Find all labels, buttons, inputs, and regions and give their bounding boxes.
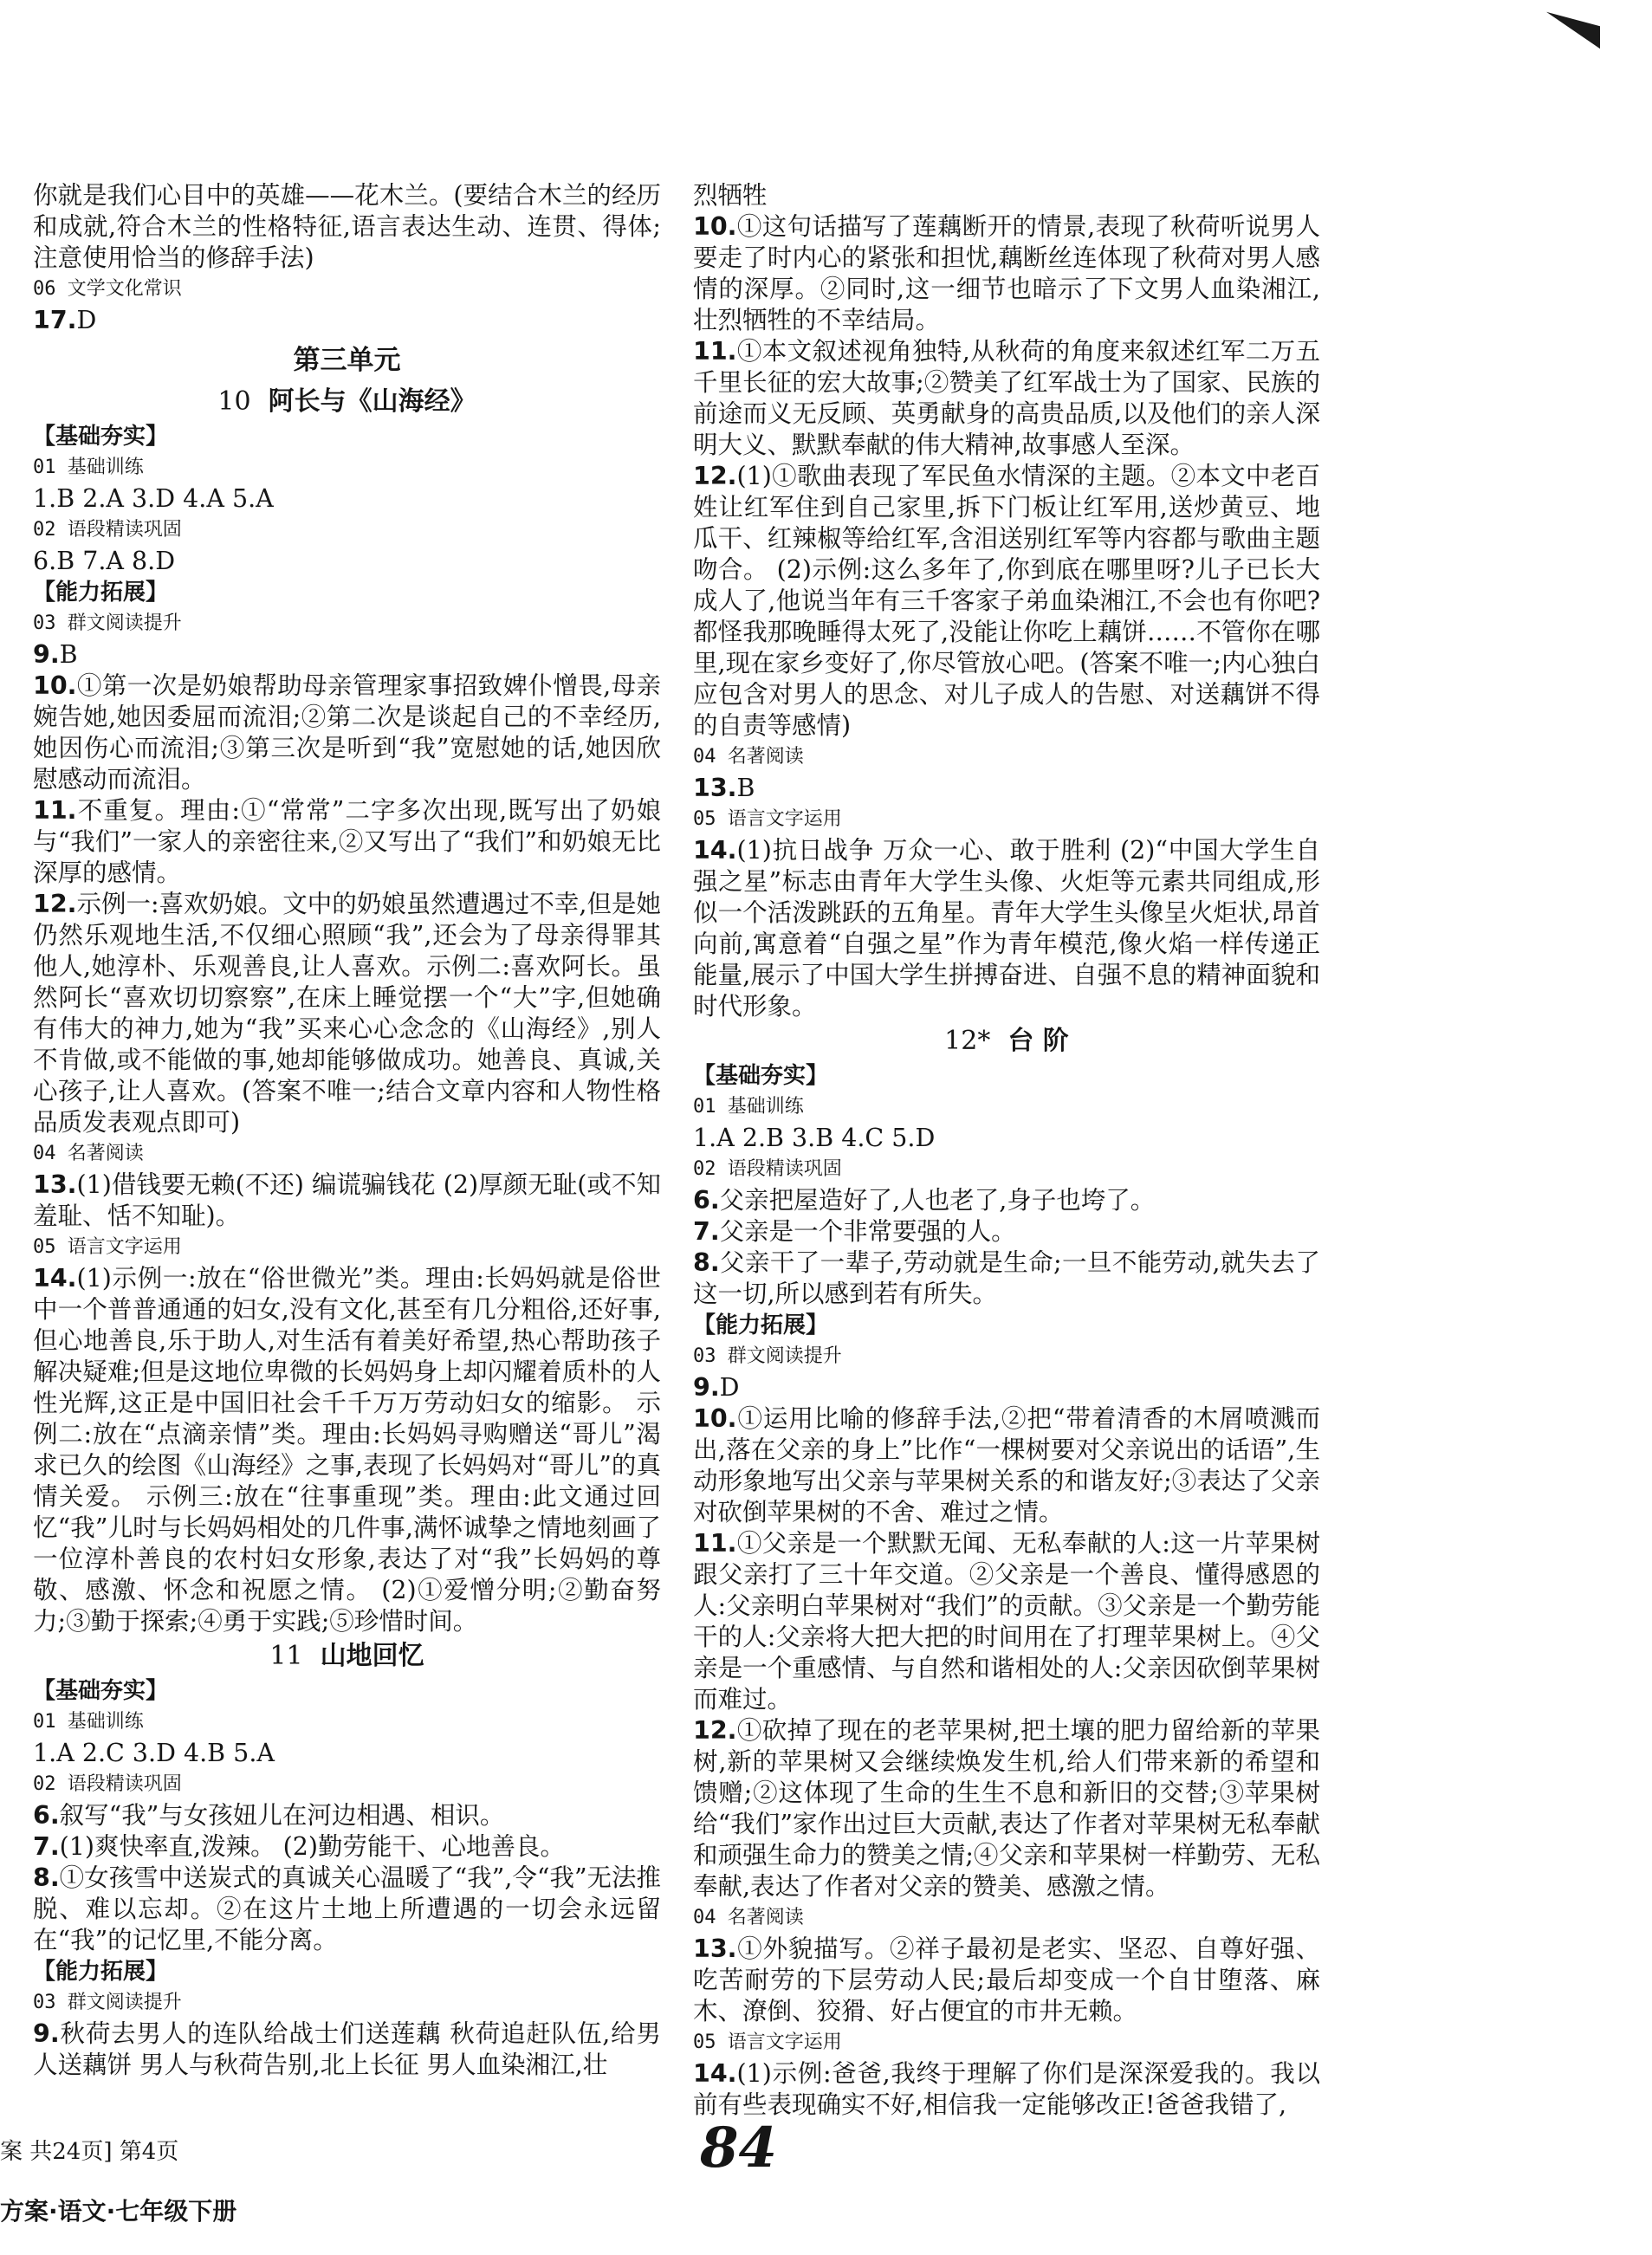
section-tag: 04 名著阅读: [33, 1143, 144, 1164]
answer-text: ①父亲是一个默默无闻、无私奉献的人:这一片苹果树跟父亲打了三十年交道。②父亲是一个善良、懂得感恩的人:父亲明白苹果树对“我们”的贡献。③父亲是一个勤劳能干的人:父亲将大把大把的时间用在了打理苹果树上。④父亲是一个重感情、与自然和谐相处的人:父亲因砍倒苹果树而难过。: [693, 1529, 1320, 1714]
section-tag: 03 群文阅读提升: [33, 1992, 182, 2013]
answer-text: 父亲把屋造好了,人也老了,身子也垮了。: [719, 1186, 1156, 1215]
lesson-title: [33, 1639, 661, 1674]
section-tag: 05 语言文字运用: [693, 808, 842, 830]
answer-paragraph: [33, 1863, 661, 1956]
question-number: 6.: [33, 1801, 60, 1830]
answer-text: 1.A 2.C 3.D 4.B 5.A: [33, 1739, 275, 1767]
answer-text: ①第一次是奶娘帮助母亲管理家事招致婢仆憎畏,母亲婉告她,她因委屈而流泪;②第二次是谈起自己的不幸经历,她因伤心而流泪;③第三次是听到“我”宽慰她的话,她因欣慰感动而流泪。: [33, 671, 661, 794]
question-number: 7.: [693, 1217, 720, 1246]
answer-paragraph: [693, 336, 1320, 461]
answer-paragraph: [693, 1372, 1320, 1403]
question-number: 8.: [693, 1248, 720, 1277]
section-heading: 【能力拓展】: [33, 580, 169, 606]
answer-paragraph: [33, 1800, 661, 1831]
question-number: 11.: [693, 1529, 737, 1558]
answer-paragraph: [33, 546, 661, 577]
answer-paragraph: [693, 211, 1320, 336]
section-heading: 【能力拓展】: [33, 1959, 169, 1985]
answer-text: 1.A 2.B 3.B 4.C 5.D: [693, 1124, 936, 1152]
answer-text: (1)借钱要无赖(不还) 编谎骗钱花 (2)厚颜无耻(或不知羞耻、恬不知耻)。: [33, 1170, 661, 1230]
lesson-number: 12*: [944, 1026, 991, 1056]
question-number: 13.: [693, 1934, 737, 1963]
lesson-title: [33, 385, 661, 419]
answer-text: (1)①歌曲表现了军民鱼水情深的主题。②本文中老百姓让红军住到自己家里,拆下门板让红军用,送炒黄豆、地瓜干、红辣椒等给红军,含泪送别红军等内容都与歌曲主题吻合。 (2)示例:这么多年了,你到底在哪里呀?儿子已长大成人了,他说当年有三千客家子弟血染湘江,不会也有你吧?都怪我那晚睡得太死了,没能让你吃上藕饼……不管你在哪里,现在家乡变好了,你尽管放心吧。(答案不唯一;内心独白应包含对男人的思念、对儿子成人的告慰、对送藕饼不得的自责等感情): [693, 462, 1320, 740]
section-tag: 05 语言文字运用: [33, 1236, 182, 1258]
answer-text: (1)示例:爸爸,我终于理解了你们是深深爱我的。我以前有些表现确实不好,相信我一定能够改正!爸爸我错了,: [693, 2059, 1320, 2119]
answer-text: (1)爽快率直,泼辣。 (2)勤劳能干、心地善良。: [59, 1832, 566, 1861]
question-number: 7.: [33, 1832, 60, 1861]
answer-text: (1)示例一:放在“俗世微光”类。理由:长妈妈就是俗世中一个普普通通的妇女,没有文化,甚至有几分粗俗,还好事,但心地善良,乐于助人,对生活有着美好希望,热心帮助孩子解决疑难;但是这地位卑微的长妈妈身上却闪耀着质朴的人性光辉,这正是中国旧社会千千万万劳动妇女的缩影。 示例二:放在“点滴亲情”类。理由:长妈妈寻购赠送“哥儿”渴求已久的绘图《山海经》之事,表现了长妈妈对“哥儿”的真情关爱。 示例三:放在“往事重现”类。理由:此文通过回忆“我”儿时与长妈妈相处的几件事,满怀诚挚之情地刻画了一位淳朴善良的农村妇女形象,表达了对“我”长妈妈的尊敬、感激、怀念和祝愿之情。 (2)①爱憎分明;②勤奋努力;③勤于探索;④勇于实践;⑤珍惜时间。: [33, 1264, 661, 1636]
answer-paragraph: [33, 889, 661, 1138]
page-number: 84: [700, 2116, 778, 2180]
section-tag: 05 语言文字运用: [693, 2031, 842, 2053]
question-number: 13.: [33, 1170, 77, 1199]
answer-text: 不重复。理由:①“常常”二字多次出现,既写出了奶娘与“我们”一家人的亲密往来,②又写出了“我们”和奶娘无比深厚的感情。: [33, 796, 661, 887]
answer-paragraph: [693, 1216, 1320, 1247]
answer-text: D: [76, 306, 97, 334]
question-number: 12.: [33, 890, 77, 918]
question-number: 10.: [693, 212, 737, 241]
answer-paragraph: [33, 483, 661, 515]
section-tag: 04 名著阅读: [693, 746, 804, 768]
question-number: 14.: [693, 836, 737, 865]
answer-paragraph: [693, 2058, 1320, 2121]
answer-text: ①运用比喻的修辞手法,②把“带着清香的木屑喷溅而出,落在父亲的身上”比作“一棵树要对父亲说出的话语”,生动形象地写出父亲与苹果树关系的和谐友好;③表达了父亲对砍倒苹果树的不舍、难过之情。: [693, 1404, 1320, 1526]
answer-paragraph: [33, 1170, 661, 1232]
question-number: 11.: [693, 337, 737, 366]
section-heading: 【能力拓展】: [693, 1312, 829, 1338]
answer-text: 6.B 7.A 8.D: [33, 547, 176, 575]
question-number: 13.: [693, 774, 737, 802]
section-tag: 01 基础训练: [693, 1096, 804, 1118]
section-heading: 【基础夯实】: [693, 1063, 829, 1089]
question-number: 9.: [33, 2019, 60, 2048]
answer-text: ①砍掉了现在的老苹果树,把土壤的肥力留给新的苹果树,新的苹果树又会继续焕发生机,给人们带来新的希望和馈赠;②这体现了生命的生生不息和新旧的交替;③苹果树给“我们”家作出过巨大贡献,表达了作者对苹果树无私奉献和顽强生命力的赞美之情;④父亲和苹果树一样勤劳、无私奉献,表达了作者对父亲的赞美、感激之情。: [693, 1716, 1320, 1901]
question-number: 10.: [33, 671, 77, 700]
section-heading: 【基础夯实】: [33, 424, 169, 450]
corner-triangle-mark: [1546, 12, 1600, 49]
answer-text: 1.B 2.A 3.D 4.A 5.A: [33, 484, 274, 513]
lesson-title: [693, 1024, 1320, 1059]
answer-text: ①这句话描写了莲藕断开的情景,表现了秋荷听说男人要走了时内心的紧张和担忧,藕断丝连体现了秋荷对男人感情的深厚。②同时,这一细节也暗示了下文男人血染湘江,壮烈牺牲的不幸结局。: [693, 212, 1320, 334]
answer-text: 父亲干了一辈子,劳动就是生命;一旦不能劳动,就失去了这一切,所以感到若有所失。: [693, 1248, 1320, 1308]
section-tag: 02 语段精读巩固: [33, 1773, 182, 1795]
answer-paragraph: [33, 671, 661, 795]
question-number: 12.: [693, 462, 737, 490]
section-tag: 03 群文阅读提升: [693, 1345, 842, 1367]
question-number: 8.: [33, 1863, 60, 1892]
question-number: 10.: [693, 1404, 737, 1433]
footer-book-title: 方案·语文·七年级下册: [0, 2197, 237, 2226]
answer-paragraph: [693, 1185, 1320, 1216]
answer-text: D: [719, 1373, 740, 1402]
lesson-name: 台 阶: [1007, 1026, 1069, 1056]
right-column: [693, 180, 1320, 2121]
question-number: 14.: [33, 1264, 77, 1293]
answer-text: 叙写“我”与女孩妞儿在河边相遇、相识。: [59, 1801, 505, 1830]
answer-paragraph: [33, 2018, 661, 2081]
answer-paragraph: [33, 1738, 661, 1769]
answer-paragraph: [33, 795, 661, 889]
answer-paragraph: [33, 180, 661, 274]
answer-text: 你就是我们心目中的英雄——花木兰。(要结合木兰的经历和成就,符合木兰的性格特征,语言表达生动、连贯、得体;注意使用恰当的修辞手法): [33, 181, 661, 272]
answer-paragraph: [693, 1403, 1320, 1528]
section-tag: 01 基础训练: [33, 457, 144, 478]
answer-text: 父亲是一个非常要强的人。: [719, 1217, 1016, 1246]
answer-text: B: [59, 640, 78, 669]
section-tag: 02 语段精读巩固: [33, 519, 182, 541]
answer-text: ①女孩雪中送炭式的真诚关心温暖了“我”,令“我”无法推脱、难以忘却。②在这片土地上所遭遇的一切会永远留在“我”的记忆里,不能分离。: [33, 1863, 662, 1954]
answer-text: ①外貌描写。②祥子最初是老实、坚忍、自尊好强、吃苦耐劳的下层劳动人民;最后却变成一个自甘堕落、麻木、潦倒、狡猾、好占便宜的市井无赖。: [693, 1934, 1320, 2025]
section-heading: 【基础夯实】: [33, 1678, 169, 1704]
answer-text: 秋荷去男人的连队给战士们送莲藕 秋荷追赶队伍,给男人送藕饼 男人与秋荷告别,北上长征 男人血染湘江,壮: [33, 2019, 661, 2079]
question-number: 9.: [33, 640, 60, 669]
footer-page-info: 案 共24页] 第4页: [0, 2139, 179, 2165]
lesson-name: 阿长与《山海经》: [268, 386, 476, 417]
answer-text: ①本文叙述视角独特,从秋荷的角度来叙述红军二万五千里长征的宏大故事;②赞美了红军战士为了国家、民族的前途而义无反顾、英勇献身的高贵品质,以及他们的亲人深明大义、默默奉献的伟大精神,故事感人至深。: [693, 337, 1320, 459]
lesson-number: 11: [269, 1641, 303, 1671]
answer-paragraph: [693, 461, 1320, 742]
unit-title: 第三单元: [293, 345, 401, 376]
question-number: 9.: [693, 1373, 720, 1402]
question-number: 12.: [693, 1716, 737, 1745]
answer-paragraph: [693, 1528, 1320, 1715]
answer-paragraph: [693, 1934, 1320, 2027]
question-number: 11.: [33, 796, 77, 825]
lesson-number: 10: [217, 386, 251, 417]
answer-paragraph: [693, 180, 1320, 211]
answer-paragraph: [33, 1263, 661, 1637]
answer-paragraph: [693, 835, 1320, 1022]
answer-paragraph: [33, 1831, 661, 1863]
answer-paragraph: [33, 305, 661, 336]
answer-text: 示例一:喜欢奶娘。文中的奶娘虽然遭遇过不幸,但是她仍然乐观地生活,不仅细心照顾“我”,还会为了母亲得罪其他人,她淳朴、乐观善良,让人喜欢。示例二:喜欢阿长。虽然阿长“喜欢切切察察”,在床上睡觉摆一个“大”字,但她确有伟大的神力,她为“我”买来心心念念的《山海经》,别人不肯做,或不能做的事,她却能够做成功。她善良、真诚,关心孩子,让人喜欢。(答案不唯一;结合文章内容和人物性格品质发表观点即可): [33, 890, 661, 1137]
section-tag: 01 基础训练: [33, 1711, 144, 1733]
section-tag: 03 群文阅读提升: [33, 612, 182, 634]
answer-paragraph: [693, 1247, 1320, 1310]
answer-paragraph: [693, 773, 1320, 804]
answer-text: 烈牺牲: [693, 181, 768, 210]
section-tag: 04 名著阅读: [693, 1907, 804, 1928]
answer-paragraph: [33, 639, 661, 671]
section-tag: 02 语段精读巩固: [693, 1158, 842, 1180]
question-number: 17.: [33, 306, 77, 334]
answer-paragraph: [693, 1715, 1320, 1902]
left-column: [33, 180, 661, 2081]
question-number: 14.: [693, 2059, 737, 2088]
question-number: 6.: [693, 1186, 720, 1215]
answer-text: (1)抗日战争 万众一心、敢于胜利 (2)“中国大学生自强之星”标志由青年大学生头像、火炬等元素共同组成,形似一个活泼跳跃的五角星。青年大学生头像呈火炬状,昂首向前,寓意着“自强之星”作为青年模范,像火焰一样传递正能量,展示了中国大学生拼搏奋进、自强不息的精神面貌和时代形象。: [693, 836, 1320, 1021]
answer-text: B: [736, 774, 755, 802]
section-tag: 06 文学文化常识: [33, 278, 182, 300]
lesson-name: 山地回忆: [320, 1641, 424, 1671]
answer-paragraph: [693, 1123, 1320, 1154]
